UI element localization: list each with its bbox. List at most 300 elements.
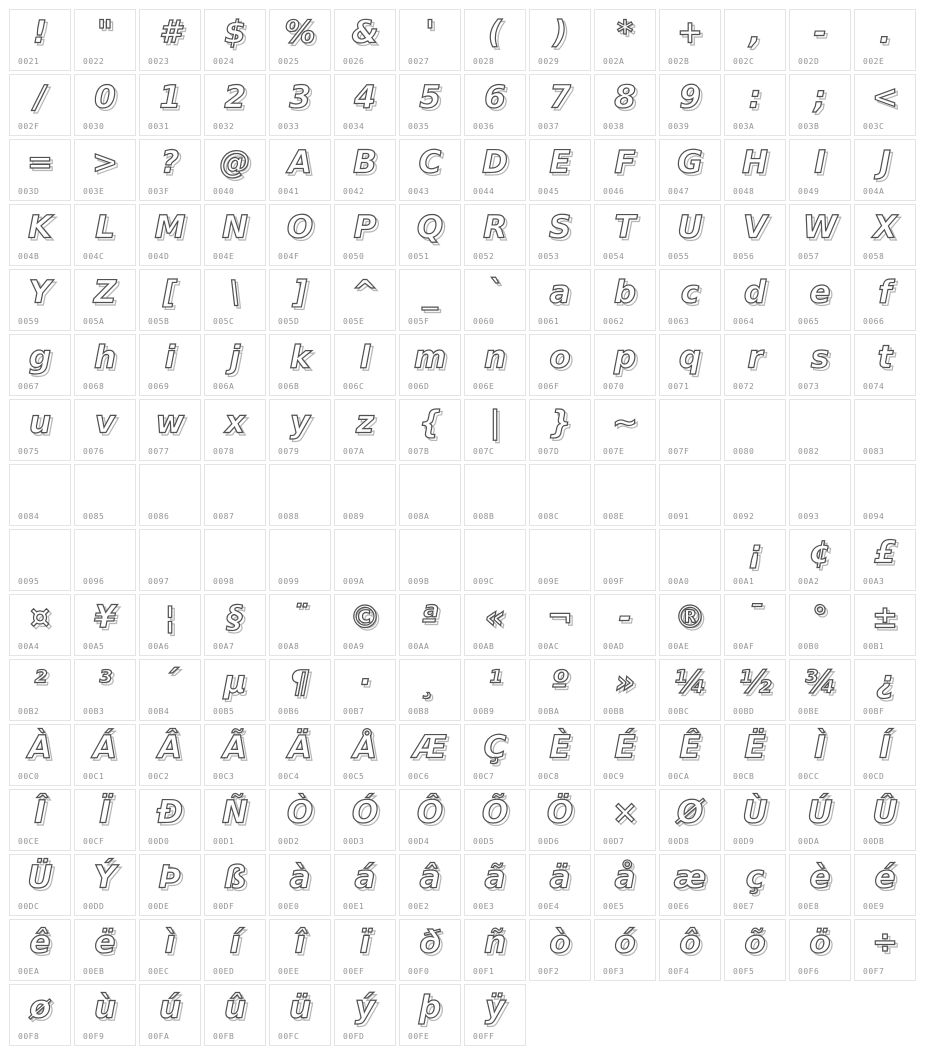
glyph-preview bbox=[10, 660, 70, 706]
glyph-cell-0021[interactable] bbox=[9, 9, 71, 71]
codepoint-label: 00E5 bbox=[603, 902, 625, 911]
glyph-cell-0026[interactable] bbox=[334, 9, 396, 71]
glyph-preview-empty bbox=[660, 465, 720, 511]
glyph-preview bbox=[205, 920, 265, 966]
glyph-preview bbox=[140, 920, 200, 966]
glyph-cell-00EF[interactable] bbox=[334, 919, 396, 981]
glyph-cell-009B[interactable] bbox=[399, 529, 461, 591]
glyph-cell-0044[interactable] bbox=[464, 139, 526, 201]
glyph-cell-00AE[interactable] bbox=[659, 594, 721, 656]
glyph-cell-0097[interactable] bbox=[139, 529, 201, 591]
glyph-cell-0057[interactable] bbox=[789, 204, 851, 266]
glyph-cell-008C[interactable] bbox=[529, 464, 591, 526]
glyph-cell-0094[interactable] bbox=[854, 464, 916, 526]
glyph-cell-00FD[interactable] bbox=[334, 984, 396, 1046]
glyph-cell-0038[interactable] bbox=[594, 74, 656, 136]
glyph-cell-004E[interactable] bbox=[204, 204, 266, 266]
glyph-cell-00C9[interactable] bbox=[594, 724, 656, 786]
glyph-cell-0033[interactable] bbox=[269, 74, 331, 136]
glyph-cell-00E5[interactable] bbox=[594, 854, 656, 916]
glyph-cell-00B1[interactable] bbox=[854, 594, 916, 656]
codepoint-label: 00DE bbox=[148, 902, 170, 911]
codepoint-label: 00DB bbox=[863, 837, 885, 846]
glyph-cell-0066[interactable] bbox=[854, 269, 916, 331]
glyph-cell-004A[interactable] bbox=[854, 139, 916, 201]
glyph-cell-0087[interactable] bbox=[204, 464, 266, 526]
codepoint-label: 007C bbox=[473, 447, 495, 456]
glyph-cell-00ED[interactable] bbox=[204, 919, 266, 981]
glyph-cell-009C[interactable] bbox=[464, 529, 526, 591]
glyph-cell-00BA[interactable] bbox=[529, 659, 591, 721]
glyph-cell-0054[interactable] bbox=[594, 204, 656, 266]
glyph-cell-0049[interactable] bbox=[789, 139, 851, 201]
glyph-cell-0047[interactable] bbox=[659, 139, 721, 201]
glyph-cell-0075[interactable] bbox=[9, 399, 71, 461]
glyph-cell-008B[interactable] bbox=[464, 464, 526, 526]
glyph-cell-0084[interactable] bbox=[9, 464, 71, 526]
codepoint-label: 00C0 bbox=[18, 772, 40, 781]
glyph-cell-00CD[interactable] bbox=[854, 724, 916, 786]
glyph-preview bbox=[855, 920, 915, 966]
glyph-preview bbox=[335, 725, 395, 771]
glyph-cell-0052[interactable] bbox=[464, 204, 526, 266]
glyph-cell-006C[interactable] bbox=[334, 334, 396, 396]
glyph-cell-00DF[interactable] bbox=[204, 854, 266, 916]
glyph-cell-0098[interactable] bbox=[204, 529, 266, 591]
glyph-preview bbox=[75, 985, 135, 1031]
glyph-cell-0070[interactable] bbox=[594, 334, 656, 396]
glyph-cell-005C[interactable] bbox=[204, 269, 266, 331]
glyph-cell-0055[interactable] bbox=[659, 204, 721, 266]
glyph-cell-00BD[interactable] bbox=[724, 659, 786, 721]
glyph-cell-0096[interactable] bbox=[74, 529, 136, 591]
charmap-row bbox=[9, 269, 916, 331]
glyph-cell-0045[interactable] bbox=[529, 139, 591, 201]
glyph-cell-00AA[interactable] bbox=[399, 594, 461, 656]
codepoint-label: 004E bbox=[213, 252, 235, 261]
glyph-cell-00F4[interactable] bbox=[659, 919, 721, 981]
glyph-cell-0042[interactable] bbox=[334, 139, 396, 201]
glyph-cell-00FB[interactable] bbox=[204, 984, 266, 1046]
glyph-cell-009A[interactable] bbox=[334, 529, 396, 591]
glyph-cell-00DE[interactable] bbox=[139, 854, 201, 916]
glyph-cell-00D3[interactable] bbox=[334, 789, 396, 851]
glyph-cell-00A9[interactable] bbox=[334, 594, 396, 656]
glyph-cell-00EE[interactable] bbox=[269, 919, 331, 981]
glyph-cell-006F[interactable] bbox=[529, 334, 591, 396]
glyph-cell-00B7[interactable] bbox=[334, 659, 396, 721]
glyph-preview bbox=[855, 660, 915, 706]
glyph-cell-0072[interactable] bbox=[724, 334, 786, 396]
glyph-cell-002B[interactable] bbox=[659, 9, 721, 71]
glyph-cell-00D7[interactable] bbox=[594, 789, 656, 851]
glyph-cell-0067[interactable] bbox=[9, 334, 71, 396]
glyph-cell-00E1[interactable] bbox=[334, 854, 396, 916]
codepoint-label: 0071 bbox=[668, 382, 690, 391]
glyph-cell-0036[interactable] bbox=[464, 74, 526, 136]
glyph-cell-006E[interactable] bbox=[464, 334, 526, 396]
glyph-cell-00F6[interactable] bbox=[789, 919, 851, 981]
glyph-cell-0085[interactable] bbox=[74, 464, 136, 526]
codepoint-label: 003A bbox=[733, 122, 755, 131]
codepoint-label: 00E4 bbox=[538, 902, 560, 911]
codepoint-label: 0054 bbox=[603, 252, 625, 261]
glyph-cell-0056[interactable] bbox=[724, 204, 786, 266]
glyph-cell-0091[interactable] bbox=[659, 464, 721, 526]
glyph-cell-00AF[interactable] bbox=[724, 594, 786, 656]
glyph-cell-00C2[interactable] bbox=[139, 724, 201, 786]
glyph-cell-005D[interactable] bbox=[269, 269, 331, 331]
glyph-cell-005E[interactable] bbox=[334, 269, 396, 331]
glyph-cell-00EC[interactable] bbox=[139, 919, 201, 981]
glyph-cell-0037[interactable] bbox=[529, 74, 591, 136]
glyph-cell-0086[interactable] bbox=[139, 464, 201, 526]
glyph-cell-00BC[interactable] bbox=[659, 659, 721, 721]
glyph-cell-0089[interactable] bbox=[334, 464, 396, 526]
glyph-cell-00C7[interactable] bbox=[464, 724, 526, 786]
codepoint-label: 0091 bbox=[668, 512, 690, 521]
glyph-cell-0022[interactable] bbox=[74, 9, 136, 71]
glyph-cell-0058[interactable] bbox=[854, 204, 916, 266]
glyph-cell-00F2[interactable] bbox=[529, 919, 591, 981]
glyph-cell-00DC[interactable] bbox=[9, 854, 71, 916]
glyph-cell-00C5[interactable] bbox=[334, 724, 396, 786]
glyph-preview bbox=[400, 10, 460, 56]
glyph-cell-0028[interactable] bbox=[464, 9, 526, 71]
glyph-cell-004C[interactable] bbox=[74, 204, 136, 266]
glyph-cell-0063[interactable] bbox=[659, 269, 721, 331]
glyph-cell-00D5[interactable] bbox=[464, 789, 526, 851]
codepoint-label: 00E8 bbox=[798, 902, 820, 911]
glyph-cell-00C1[interactable] bbox=[74, 724, 136, 786]
glyph-cell-0048[interactable] bbox=[724, 139, 786, 201]
glyph-cell-005F[interactable] bbox=[399, 269, 461, 331]
glyph-preview-empty bbox=[205, 530, 265, 576]
glyph-cell-00C4[interactable] bbox=[269, 724, 331, 786]
glyph-preview bbox=[530, 75, 590, 121]
glyph-cell-007E[interactable] bbox=[594, 399, 656, 461]
glyph-cell-0093[interactable] bbox=[789, 464, 851, 526]
glyph-cell-004B[interactable] bbox=[9, 204, 71, 266]
glyph-cell-00A5[interactable] bbox=[74, 594, 136, 656]
glyph-cell-00E9[interactable] bbox=[854, 854, 916, 916]
glyph-cell-00F9[interactable] bbox=[74, 984, 136, 1046]
glyph-preview bbox=[530, 205, 590, 251]
codepoint-label: 0044 bbox=[473, 187, 495, 196]
glyph-cell-006B[interactable] bbox=[269, 334, 331, 396]
glyph-cell-00FC[interactable] bbox=[269, 984, 331, 1046]
glyph-cell-009E[interactable] bbox=[529, 529, 591, 591]
glyph-cell-00B4[interactable] bbox=[139, 659, 201, 721]
glyph-cell-003D[interactable] bbox=[9, 139, 71, 201]
glyph-cell-003B[interactable] bbox=[789, 74, 851, 136]
glyph-cell-00A0[interactable] bbox=[659, 529, 721, 591]
glyph-cell-0080[interactable] bbox=[724, 399, 786, 461]
glyph-cell-0099[interactable] bbox=[269, 529, 331, 591]
glyph-cell-00FE[interactable] bbox=[399, 984, 461, 1046]
codepoint-label: 00E0 bbox=[278, 902, 300, 911]
glyph-cell-0083[interactable] bbox=[854, 399, 916, 461]
glyph-preview bbox=[75, 10, 135, 56]
codepoint-label: 00E6 bbox=[668, 902, 690, 911]
glyph-cell-0060[interactable] bbox=[464, 269, 526, 331]
glyph-cell-00F8[interactable] bbox=[9, 984, 71, 1046]
glyph-cell-0041[interactable] bbox=[269, 139, 331, 201]
glyph-cell-0040[interactable] bbox=[204, 139, 266, 201]
glyph-cell-008E[interactable] bbox=[594, 464, 656, 526]
glyph-cell-0073[interactable] bbox=[789, 334, 851, 396]
glyph-cell-002D[interactable] bbox=[789, 9, 851, 71]
glyph-cell-0059[interactable] bbox=[9, 269, 71, 331]
glyph-cell-0053[interactable] bbox=[529, 204, 591, 266]
glyph-cell-00D8[interactable] bbox=[659, 789, 721, 851]
glyph-cell-0034[interactable] bbox=[334, 74, 396, 136]
glyph-cell-002C[interactable] bbox=[724, 9, 786, 71]
glyph-cell-00EB[interactable] bbox=[74, 919, 136, 981]
character-map-grid bbox=[9, 9, 916, 1049]
glyph-cell-003C[interactable] bbox=[854, 74, 916, 136]
glyph-preview bbox=[140, 270, 200, 316]
glyph-cell-00DA[interactable] bbox=[789, 789, 851, 851]
codepoint-label: 00EA bbox=[18, 967, 40, 976]
glyph-cell-00F0[interactable] bbox=[399, 919, 461, 981]
glyph-cell-0050[interactable] bbox=[334, 204, 396, 266]
glyph-cell-00A1[interactable] bbox=[724, 529, 786, 591]
glyph-cell-0046[interactable] bbox=[594, 139, 656, 201]
glyph-cell-00FF[interactable] bbox=[464, 984, 526, 1046]
glyph-cell-006A[interactable] bbox=[204, 334, 266, 396]
glyph-cell-00C0[interactable] bbox=[9, 724, 71, 786]
glyph-preview bbox=[725, 10, 785, 56]
glyph-cell-005A[interactable] bbox=[74, 269, 136, 331]
glyph-cell-00E3[interactable] bbox=[464, 854, 526, 916]
glyph-cell-00CB[interactable] bbox=[724, 724, 786, 786]
glyph-cell-00B5[interactable] bbox=[204, 659, 266, 721]
glyph-cell-00B6[interactable] bbox=[269, 659, 331, 721]
glyph-cell-0076[interactable] bbox=[74, 399, 136, 461]
glyph-cell-007D[interactable] bbox=[529, 399, 591, 461]
glyph-cell-0095[interactable] bbox=[9, 529, 71, 591]
glyph-preview-empty bbox=[10, 530, 70, 576]
glyph-cell-00A6[interactable] bbox=[139, 594, 201, 656]
glyph-preview bbox=[335, 75, 395, 121]
glyph-cell-007F[interactable] bbox=[659, 399, 721, 461]
glyph-cell-0064[interactable] bbox=[724, 269, 786, 331]
glyph-preview bbox=[790, 10, 850, 56]
codepoint-label: 0057 bbox=[798, 252, 820, 261]
glyph-cell-00BF[interactable] bbox=[854, 659, 916, 721]
codepoint-label: 00A6 bbox=[148, 642, 170, 651]
glyph-cell-0027[interactable] bbox=[399, 9, 461, 71]
glyph-cell-002E[interactable] bbox=[854, 9, 916, 71]
glyph-cell-00CA[interactable] bbox=[659, 724, 721, 786]
glyph-cell-00CE[interactable] bbox=[9, 789, 71, 851]
glyph-cell-00C8[interactable] bbox=[529, 724, 591, 786]
codepoint-label: 004F bbox=[278, 252, 300, 261]
glyph-preview-empty bbox=[400, 465, 460, 511]
glyph-preview bbox=[205, 140, 265, 186]
codepoint-label: 0051 bbox=[408, 252, 430, 261]
glyph-cell-0078[interactable] bbox=[204, 399, 266, 461]
glyph-cell-00A8[interactable] bbox=[269, 594, 331, 656]
codepoint-label: 00EE bbox=[278, 967, 300, 976]
glyph-preview bbox=[140, 140, 200, 186]
glyph-cell-0029[interactable] bbox=[529, 9, 591, 71]
glyph-cell-0043[interactable] bbox=[399, 139, 461, 201]
codepoint-label: 00F6 bbox=[798, 967, 820, 976]
glyph-preview bbox=[400, 400, 460, 446]
glyph-preview bbox=[205, 595, 265, 641]
glyph-cell-008A[interactable] bbox=[399, 464, 461, 526]
glyph-cell-0074[interactable] bbox=[854, 334, 916, 396]
glyph-cell-0051[interactable] bbox=[399, 204, 461, 266]
glyph-cell-00CC[interactable] bbox=[789, 724, 851, 786]
glyph-cell-00B9[interactable] bbox=[464, 659, 526, 721]
glyph-cell-00E4[interactable] bbox=[529, 854, 591, 916]
glyph-preview bbox=[400, 725, 460, 771]
codepoint-label: 006A bbox=[213, 382, 235, 391]
glyph-cell-00D1[interactable] bbox=[204, 789, 266, 851]
glyph-preview bbox=[75, 75, 135, 121]
glyph-preview bbox=[10, 855, 70, 901]
glyph-cell-00EA[interactable] bbox=[9, 919, 71, 981]
codepoint-label: 0023 bbox=[148, 57, 170, 66]
codepoint-label: 00D2 bbox=[278, 837, 300, 846]
glyph-cell-005B[interactable] bbox=[139, 269, 201, 331]
glyph-preview-empty bbox=[660, 530, 720, 576]
glyph-cell-0068[interactable] bbox=[74, 334, 136, 396]
glyph-cell-0061[interactable] bbox=[529, 269, 591, 331]
glyph-cell-00C3[interactable] bbox=[204, 724, 266, 786]
glyph-preview bbox=[465, 140, 525, 186]
codepoint-label: 00C2 bbox=[148, 772, 170, 781]
glyph-cell-00D4[interactable] bbox=[399, 789, 461, 851]
glyph-cell-0069[interactable] bbox=[139, 334, 201, 396]
glyph-cell-002A[interactable] bbox=[594, 9, 656, 71]
codepoint-label: 00B0 bbox=[798, 642, 820, 651]
glyph-cell-00A7[interactable] bbox=[204, 594, 266, 656]
glyph-preview bbox=[725, 140, 785, 186]
glyph-cell-009F[interactable] bbox=[594, 529, 656, 591]
glyph-cell-0088[interactable] bbox=[269, 464, 331, 526]
glyph-preview bbox=[790, 140, 850, 186]
glyph-cell-00F1[interactable] bbox=[464, 919, 526, 981]
glyph-cell-00F7[interactable] bbox=[854, 919, 916, 981]
glyph-cell-00A3[interactable] bbox=[854, 529, 916, 591]
codepoint-label: 0084 bbox=[18, 512, 40, 521]
glyph-preview bbox=[270, 10, 330, 56]
glyph-cell-0065[interactable] bbox=[789, 269, 851, 331]
glyph-cell-00E8[interactable] bbox=[789, 854, 851, 916]
codepoint-label: 00EF bbox=[343, 967, 365, 976]
glyph-cell-0024[interactable] bbox=[204, 9, 266, 71]
glyph-cell-006D[interactable] bbox=[399, 334, 461, 396]
codepoint-label: 0046 bbox=[603, 187, 625, 196]
glyph-cell-007C[interactable] bbox=[464, 399, 526, 461]
glyph-cell-00AC[interactable] bbox=[529, 594, 591, 656]
glyph-cell-0082[interactable] bbox=[789, 399, 851, 461]
glyph-cell-0032[interactable] bbox=[204, 74, 266, 136]
glyph-cell-007B[interactable] bbox=[399, 399, 461, 461]
charmap-row bbox=[9, 919, 916, 981]
glyph-cell-004F[interactable] bbox=[269, 204, 331, 266]
glyph-cell-0030[interactable] bbox=[74, 74, 136, 136]
glyph-cell-00BE[interactable] bbox=[789, 659, 851, 721]
codepoint-label: 007A bbox=[343, 447, 365, 456]
glyph-preview bbox=[855, 790, 915, 836]
glyph-cell-002F[interactable] bbox=[9, 74, 71, 136]
glyph-cell-0079[interactable] bbox=[269, 399, 331, 461]
glyph-cell-0092[interactable] bbox=[724, 464, 786, 526]
glyph-preview-empty bbox=[530, 530, 590, 576]
glyph-cell-00C6[interactable] bbox=[399, 724, 461, 786]
glyph-cell-00D6[interactable] bbox=[529, 789, 591, 851]
glyph-cell-00B3[interactable] bbox=[74, 659, 136, 721]
glyph-preview bbox=[75, 270, 135, 316]
glyph-cell-00FA[interactable] bbox=[139, 984, 201, 1046]
glyph-preview bbox=[400, 595, 460, 641]
glyph-cell-00CF[interactable] bbox=[74, 789, 136, 851]
codepoint-label: 005F bbox=[408, 317, 430, 326]
glyph-cell-00B8[interactable] bbox=[399, 659, 461, 721]
glyph-cell-004D[interactable] bbox=[139, 204, 201, 266]
glyph-cell-00E6[interactable] bbox=[659, 854, 721, 916]
codepoint-label: 008B bbox=[473, 512, 495, 521]
glyph-cell-00AD[interactable] bbox=[594, 594, 656, 656]
glyph-cell-00DB[interactable] bbox=[854, 789, 916, 851]
glyph-cell-003E[interactable] bbox=[74, 139, 136, 201]
glyph-cell-00DD[interactable] bbox=[74, 854, 136, 916]
glyph-cell-0031[interactable] bbox=[139, 74, 201, 136]
codepoint-label: 00F3 bbox=[603, 967, 625, 976]
glyph-cell-003A[interactable] bbox=[724, 74, 786, 136]
glyph-cell-00D0[interactable] bbox=[139, 789, 201, 851]
glyph-cell-0025[interactable] bbox=[269, 9, 331, 71]
glyph-preview bbox=[400, 205, 460, 251]
glyph-preview bbox=[270, 205, 330, 251]
glyph-cell-0023[interactable] bbox=[139, 9, 201, 71]
glyph-cell-00E7[interactable] bbox=[724, 854, 786, 916]
glyph-preview-empty bbox=[270, 530, 330, 576]
glyph-cell-0062[interactable] bbox=[594, 269, 656, 331]
glyph-cell-00E0[interactable] bbox=[269, 854, 331, 916]
glyph-preview bbox=[855, 10, 915, 56]
glyph-cell-00B2[interactable] bbox=[9, 659, 71, 721]
codepoint-label: 00ED bbox=[213, 967, 235, 976]
charmap-row bbox=[9, 984, 916, 1046]
glyph-cell-0039[interactable] bbox=[659, 74, 721, 136]
glyph-cell-00AB[interactable] bbox=[464, 594, 526, 656]
glyph-cell-007A[interactable] bbox=[334, 399, 396, 461]
glyph-preview bbox=[530, 595, 590, 641]
glyph-cell-0071[interactable] bbox=[659, 334, 721, 396]
glyph-cell-00E2[interactable] bbox=[399, 854, 461, 916]
glyph-preview bbox=[400, 920, 460, 966]
glyph-cell-00A4[interactable] bbox=[9, 594, 71, 656]
glyph-cell-003F[interactable] bbox=[139, 139, 201, 201]
glyph-cell-00F5[interactable] bbox=[724, 919, 786, 981]
glyph-preview bbox=[660, 855, 720, 901]
glyph-cell-00BB[interactable] bbox=[594, 659, 656, 721]
glyph-cell-0077[interactable] bbox=[139, 399, 201, 461]
glyph-cell-00B0[interactable] bbox=[789, 594, 851, 656]
glyph-cell-00D9[interactable] bbox=[724, 789, 786, 851]
glyph-cell-0035[interactable] bbox=[399, 74, 461, 136]
glyph-cell-00F3[interactable] bbox=[594, 919, 656, 981]
glyph-cell-00D2[interactable] bbox=[269, 789, 331, 851]
glyph-cell-00A2[interactable] bbox=[789, 529, 851, 591]
glyph-preview-empty bbox=[790, 465, 850, 511]
